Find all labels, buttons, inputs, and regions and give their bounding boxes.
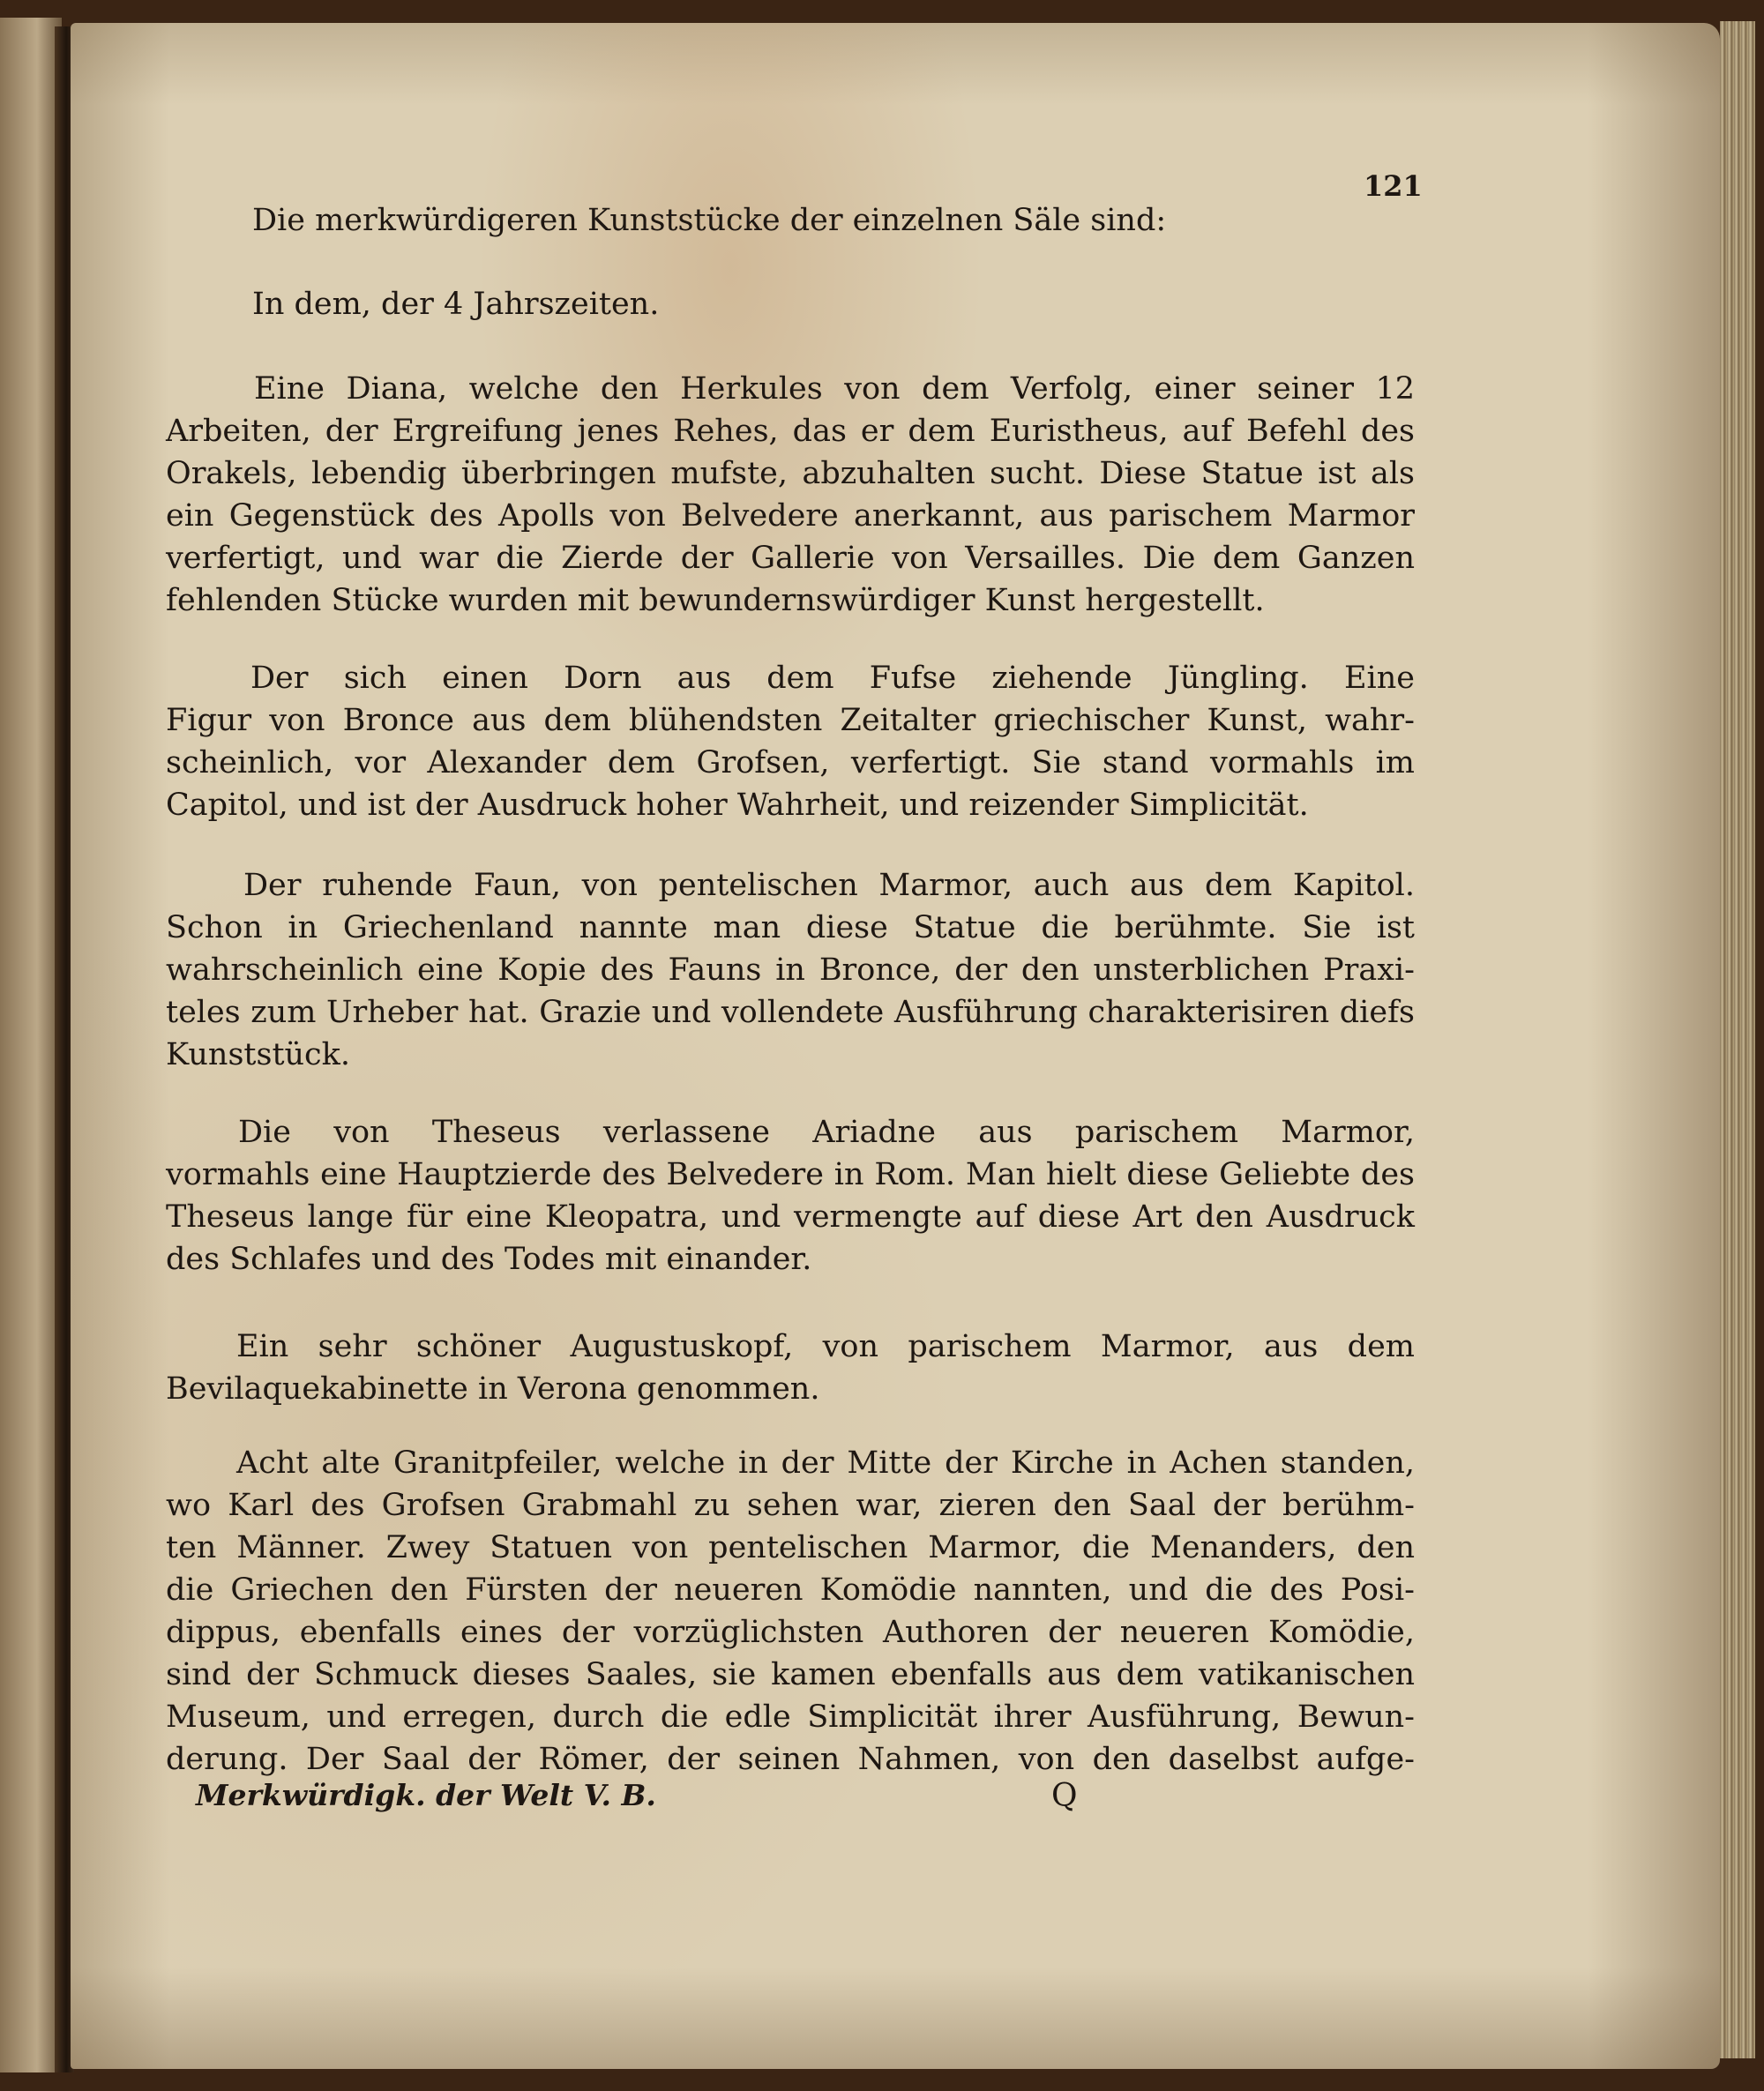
text-line: ten Männer. Zwey Statuen von pentelischen Marmor, die Menanders, den [166,1530,1415,1565]
text-line: die Griechen den Fürsten der neueren Komödie nannten, und die des Posi- [166,1572,1415,1608]
text-line: Museum, und erregen, durch die edle Simplicität ihrer Ausführung, Bewun- [166,1699,1415,1735]
text-line: Kunststück. [166,1037,350,1072]
text-line: Die von Theseus verlassene Ariadne aus parischem Marmor, [238,1115,1415,1150]
paragraph-ariadne [166,1111,1415,1281]
signature-mark: Q [1051,1778,1078,1814]
intro-line: Die merkwürdigeren Kunststücke der einzelnen Säle sind: [252,203,1167,238]
text-line: vormahls eine Hauptzierde des Belvedere in Rom. Man hielt diese Geliebte des [166,1157,1415,1192]
paragraph-augustus [166,1326,1415,1410]
section-heading: In dem, der 4 Jahrszeiten. [252,287,660,322]
text-line: Capitol, und ist der Ausdruck hoher Wahrheit, und reizender Simplicität. [166,788,1309,823]
text-line: wahrscheinlich eine Kopie des Fauns in Bronce, der den unsterblichen Praxi- [166,952,1415,988]
text-line: wo Karl des Grofsen Grabmahl zu sehen war, zieren den Saal der berühm- [166,1488,1415,1523]
text-line: derung. Der Saal der Römer, der seinen Nahmen, von den daselbst aufge- [166,1742,1415,1777]
paragraph-diana [166,368,1415,622]
text-line: Der ruhende Faun, von pentelischen Marmor, auch aus dem Kapitol. [243,868,1415,903]
facing-page-edge [0,18,62,2072]
text-line: des Schlafes und des Todes mit einander. [166,1242,812,1277]
running-title: Merkwürdigk. der Welt V. B. [196,1778,656,1812]
text-line: Theseus lange für eine Kleopatra, und vermengte auf diese Art den Ausdruck [166,1199,1415,1235]
page-stack-edge [1720,21,1755,2058]
paragraph-dornauszieher [166,657,1415,826]
text-line: teles zum Urheber hat. Grazie und vollendete Ausführung charakterisiren diefs [166,995,1415,1030]
text-line: dippus, ebenfalls eines der vorzüglichsten Authoren der neueren Komödie, [166,1615,1415,1650]
text-line: sind der Schmuck dieses Saales, sie kamen ebenfalls aus dem vatikanischen [166,1657,1415,1692]
text-line: Eine Diana, welche den Herkules von dem Verfolg, einer seiner 12 [254,371,1415,407]
text-line: Ein sehr schöner Augustuskopf, von parischem Marmor, aus dem [236,1329,1415,1364]
text-line: Bevilaquekabinette in Verona genommen. [166,1371,820,1407]
text-line: Der sich einen Dorn aus dem Fufse ziehende Jüngling. Eine [250,661,1415,696]
text-line: Schon in Griechenland nannte man diese Statue die berühmte. Sie ist [166,910,1415,945]
text-line: ein Gegenstück des Apolls von Belvedere anerkannt, aus parischem Marmor [166,498,1415,534]
text-line: fehlenden Stücke wurden mit bewundernswürdiger Kunst hergestellt. [166,583,1265,618]
page-number: 121 [1364,169,1423,203]
text-line: scheinlich, vor Alexander dem Grofsen, verfertigt. Sie stand vormahls im [166,745,1415,780]
text-line: Acht alte Granitpfeiler, welche in der Mitte der Kirche in Achen standen, [236,1445,1415,1481]
text-line: Orakels, lebendig überbringen mufste, abzuhalten sucht. Diese Statue ist als [166,456,1415,491]
text-line: Arbeiten, der Ergreifung jenes Rehes, das er dem Euristheus, auf Befehl des [166,414,1415,449]
text-line: verfertigt, und war die Zierde der Gallerie von Versailles. Die dem Ganzen [166,541,1415,576]
paragraph-granitpfeiler [166,1442,1415,1781]
text-line: Figur von Bronce aus dem blühendsten Zeitalter griechischer Kunst, wahr- [166,703,1415,738]
paragraph-faun [166,864,1415,1076]
